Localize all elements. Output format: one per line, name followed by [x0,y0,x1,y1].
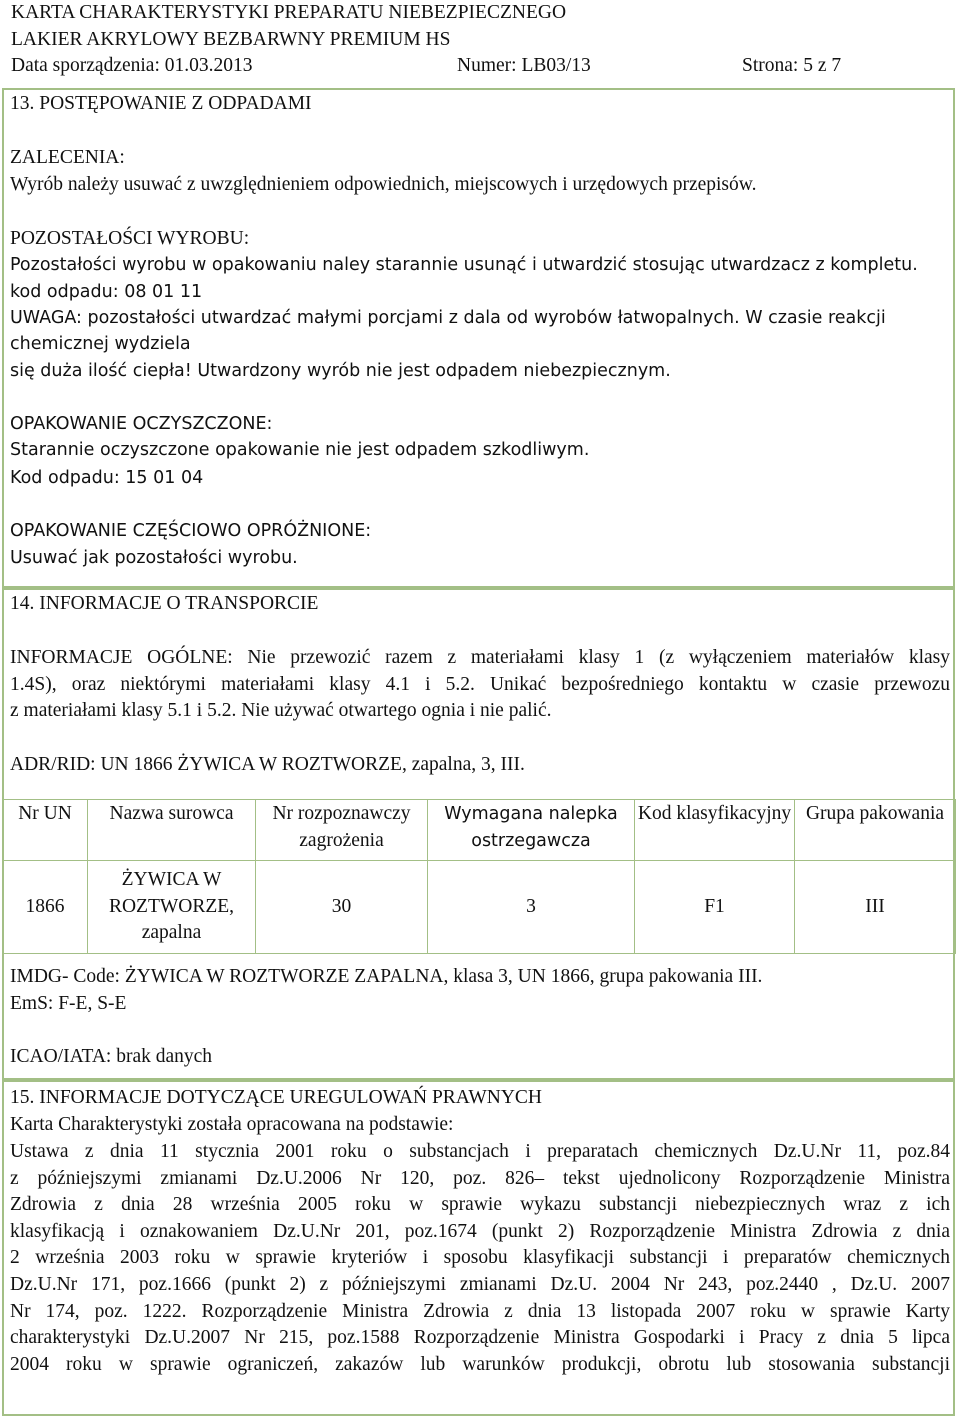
regulations-text [10,1139,950,1378]
partial-packaging-label: OPAKOWANIE CZĘŚCIOWO OPRÓŻNIONE: [10,521,372,541]
imdg-code: IMDG- Code: ŻYWICA W ROZTWORZE ZAPALNA, klasa 3, UN 1866, grupa pakowania III. [10,966,763,987]
regulation-line: charakterystyki Dz.U.2007 Nr 215, poz.1588 Rozporządzenie Ministra Gospodarki i Pracy z dnia 5 lipca [10,1327,950,1349]
residue-text: Pozostałości wyrobu w opakowaniu naley starannie usunąć i utwardzić stosując utwardzacz z kompletu. [10,255,918,275]
regulation-line: Nr 174, poz. 1222. Rozporządzenie Ministra Zdrowia z dnia 13 listopada 2007 roku w sprawie Karty [10,1300,950,1322]
icao-iata-info: ICAO/IATA: brak danych [10,1046,213,1067]
regulation-line: 2 września 2003 roku w sprawie kryteriów i sposobu klasyfikacji substancji i preparatów chemicznych [10,1247,950,1269]
cell-hazard-id: 30 [256,861,428,954]
regulation-line: Zdrowia z dnia 28 września 2005 roku w sprawie wykazu substancji niebezpiecznych wraz z ich [10,1194,950,1216]
clean-packaging-label: OPAKOWANIE OCZYSZCZONE: [10,414,273,434]
cell-un-number: 1866 [3,861,88,954]
clean-packaging-text: Starannie oczyszczone opakowanie nie jest odpadem szkodliwym. [10,440,590,460]
col-header-label: Wymagana nalepka ostrzegawcza [428,800,635,861]
header-title: KARTA CHARAKTERYSTYKI PREPARATU NIEBEZPIECZNEGO [11,2,567,23]
transport-general-line-1: INFORMACJE OGÓLNE: Nie przewozić razem z materiałami klasy 1 (z wyłączeniem materiałów klasy [10,647,950,668]
regulation-line: Dz.U.Nr 171, poz.1666 (punkt 2) z późniejszymi zmianami Dz.U. 2004 Nr 243, poz.2440 , Dz.U. 2007 [10,1273,950,1295]
cell-substance-name: ŻYWICA W ROZTWORZE, zapalna [88,861,256,954]
col-header-class-code: Kod klasyfikacyjny [635,800,795,861]
regulations-intro: Karta Charakterystyki została opracowana na podstawie: [10,1114,454,1135]
regulation-line: 2004 roku w sprawie ograniczeń, zakazów lub warunków produkcji, obrotu lub stosowania substancji [10,1353,950,1375]
cell-class-code: F1 [635,861,795,954]
col-header-hazard-id: Nr rozpoznawczy zagrożenia [256,800,428,861]
recommendations-label: ZALECENIA: [10,147,125,168]
adr-rid-info: ADR/RID: UN 1866 ŻYWICA W ROZTWORZE, zapalna, 3, III. [10,754,525,775]
transport-table-header [3,800,956,861]
regulation-line: Ustawa z dnia 11 stycznia 2001 roku o substancjach i preparatach chemicznych Dz.U.Nr 11, poz.84 [10,1141,950,1162]
warning-line-3: się duża ilość ciepła! Utwardzony wyrób nie jest odpadem niebezpiecznym. [10,361,671,381]
header-date: Data sporządzenia: 01.03.2013 [11,55,253,77]
header-number: Numer: LB03/13 [457,55,591,77]
residue-label: POZOSTAŁOŚCI WYROBU: [10,228,250,249]
section-14-title: 14. INFORMACJE O TRANSPORCIE [10,593,319,614]
regulation-line: klasyfikacją i oznakowaniem Dz.U.Nr 201, poz.1674 (punkt 2) Rozporządzenie Ministra Zdrowia z dnia [10,1220,950,1242]
transport-general-line-3: z materiałami klasy 5.1 i 5.2. Nie używać otwartego ognia i nie palić. [10,700,552,721]
header-page: Strona: 5 z 7 [742,55,842,77]
col-header-packing-group: Grupa pakowania [795,800,956,861]
header-meta [11,53,856,80]
warning-line-1: UWAGA: pozostałości utwardzać małymi porcjami z dala od wyrobów łatwopalnych. W czasie reakcji [10,308,886,328]
regulation-line: z późniejszymi zmianami Dz.U.2006 Nr 120, poz. 826– tekst ujednolicony Rozporządzenie Ministra [10,1167,950,1189]
section-13-title: 13. POSTĘPOWANIE Z ODPADAMI [10,93,312,114]
clean-packaging-code: Kod odpadu: 15 01 04 [10,468,204,488]
section-15-title: 15. INFORMACJE DOTYCZĄCE UREGULOWAŃ PRAWNYCH [10,1087,542,1108]
recommendations-text: Wyrób należy usuwać z uwzględnieniem odpowiednich, miejscowych i urzędowych przepisów. [10,174,757,195]
residue-waste-code: kod odpadu: 08 01 11 [10,282,203,302]
ems-code: EmS: F-E, S-E [10,993,127,1014]
warning-line-2: chemicznej wydziela [10,334,191,354]
header-product: LAKIER AKRYLOWY BEZBARWNY PREMIUM HS [11,28,451,50]
col-header-un: Nr UN [3,800,88,861]
document-header [11,0,856,80]
transport-general-line-2: 1.4S), oraz niektórymi materiałami klasy 4.1 i 5.2. Unikać bezpośredniego kontaktu w czasie przewozu [10,674,950,695]
partial-packaging-text: Usuwać jak pozostałości wyrobu. [10,548,298,568]
table-row [3,861,956,954]
transport-table [2,799,956,954]
cell-warning-label: 3 [428,861,635,954]
col-header-name: Nazwa surowca [88,800,256,861]
cell-packing-group: III [795,861,956,954]
